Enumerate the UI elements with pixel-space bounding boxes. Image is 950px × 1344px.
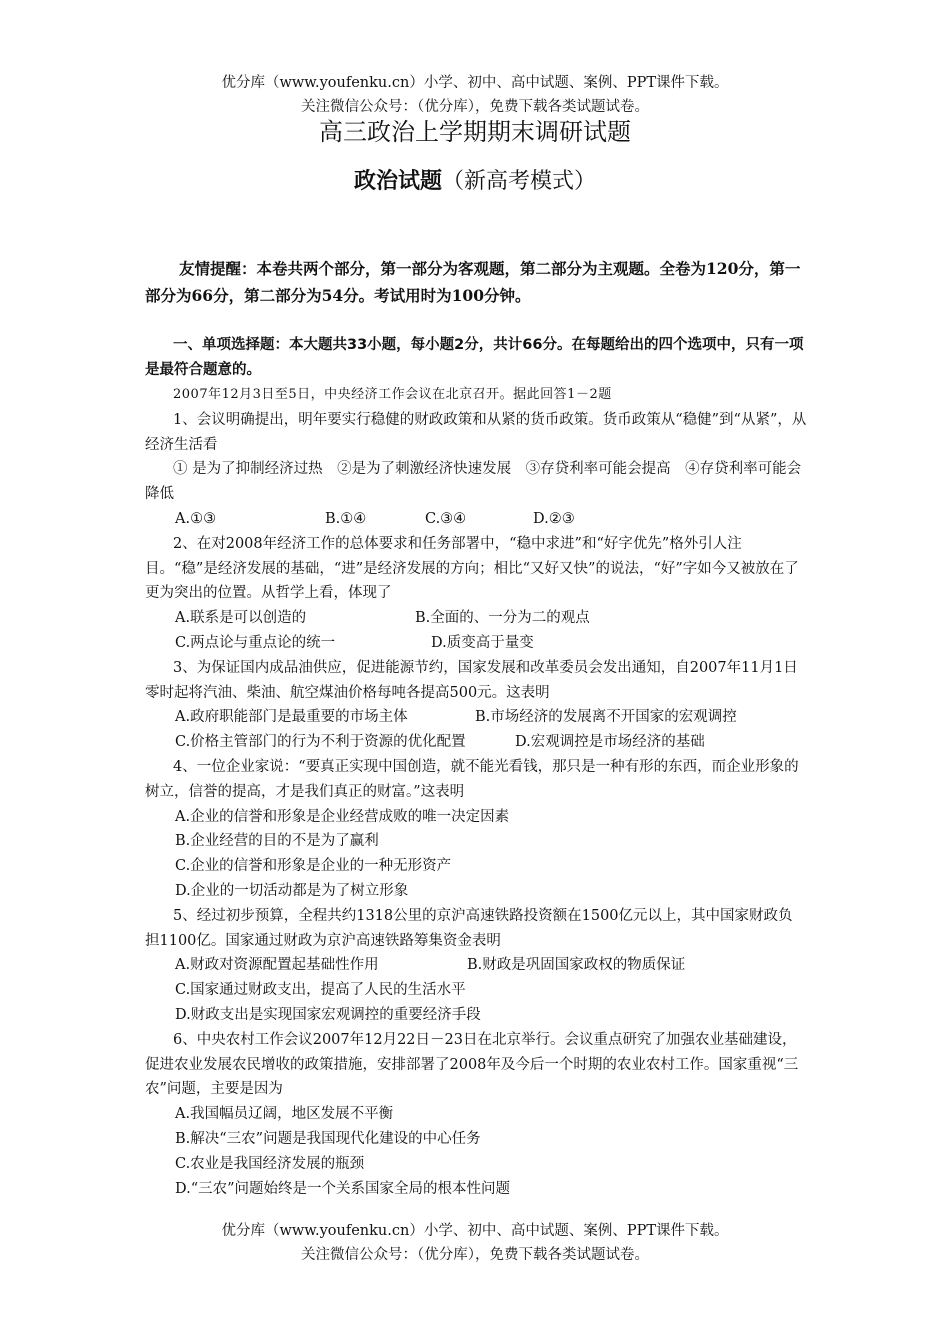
option: A.企业的信誉和形象是企业经营成败的唯一决定因素 xyxy=(175,808,510,825)
option: D.质变高于量变 xyxy=(431,634,534,651)
option: C.价格主管部门的行为不利于资源的优化配置 xyxy=(175,734,466,751)
option: A.政府职能部门是最重要的市场主体 xyxy=(175,709,408,726)
notice: 友情提醒：本卷共两个部分，第一部分为客观题，第二部分为主观题。全卷为120分，第一部分为66分，第二部分为54分。考试用时为100分钟。 xyxy=(145,259,801,305)
question-stem: 5、经过初步预算，全程共约1318公里的京沪高速铁路投资额在1500亿元以上，其中国家财政负担1100亿。国家通过财政为京沪高速铁路筹集资金表明 xyxy=(145,907,793,949)
footer-line-2: 关注微信公众号：（优分库），免费下载各类试题试卷。 xyxy=(301,1247,649,1263)
footer-line-1: 优分库（www.youfenku.cn）小学、初中、高中试题、案例、PPT课件下载。 xyxy=(221,1223,729,1239)
option-row xyxy=(145,606,807,631)
option: D.②③ xyxy=(533,510,575,527)
question-statements: ① 是为了抑制经济过热 ②是为了刺激经济快速发展 ③存贷利率可能会提高 ④存贷利率可能会降低 xyxy=(145,461,802,503)
option: D.宏观调控是市场经济的基础 xyxy=(515,734,705,751)
option: C.国家通过财政支出，提高了人民的生活水平 xyxy=(175,982,466,999)
question-stem: 3、为保证国内成品油供应，促进能源节约，国家发展和改革委员会发出通知，自2007年11月1日零时起将汽油、柴油、航空煤油价格每吨各提高500元。这表明 xyxy=(145,659,798,701)
option: A.联系是可以创造的 xyxy=(175,610,307,627)
question-stem: 6、中央农村工作会议2007年12月22日－23日在北京举行。会议重点研究了加强农业基础建设，促进农业发展农民增收的政策措施，安排部署了2008年及今后一个时期的农业农村工作。国家重视“三农”问题，主要是因为 xyxy=(145,1031,799,1098)
option: C.企业的信誉和形象是企业的一种无形资产 xyxy=(175,858,452,875)
option: A.财政对资源配置起基础性作用 xyxy=(175,957,379,974)
subtitle-rest: （新高考模式） xyxy=(442,169,597,194)
option: B.企业经营的目的不是为了赢利 xyxy=(175,833,379,850)
option: C.两点论与重点论的统一 xyxy=(175,634,336,651)
option-row xyxy=(145,705,807,730)
option: A.①③ xyxy=(175,510,217,527)
option-row xyxy=(145,730,807,755)
option: A.我国幅员辽阔，地区发展不平衡 xyxy=(175,1106,394,1123)
question-stem: 1、会议明确提出，明年要实行稳健的财政政策和从紧的货币政策。货币政策从“稳健”到“从紧”，从经济生活看 xyxy=(145,411,807,453)
option: D.财政支出是实现国家宏观调控的重要经济手段 xyxy=(175,1006,481,1023)
header-line-2: 关注微信公众号：（优分库），免费下载各类试题试卷。 xyxy=(301,99,649,115)
option: C.③④ xyxy=(425,510,467,527)
section-heading: 一、单项选择题：本大题共33小题，每小题2分，共计66分。在每题给出的四个选项中，只有一项是最符合题意的。 xyxy=(145,337,804,378)
option: B.①④ xyxy=(325,510,367,527)
option: B.财政是巩固国家政权的物质保证 xyxy=(467,957,686,974)
option: D.“三农”问题始终是一个关系国家全局的根本性问题 xyxy=(175,1180,511,1197)
option: B.解决“三农”问题是我国现代化建设的中心任务 xyxy=(175,1130,481,1147)
option: B.市场经济的发展离不开国家的宏观调控 xyxy=(475,709,737,726)
option: D.企业的一切活动都是为了树立形象 xyxy=(175,882,409,899)
option-row xyxy=(145,507,807,532)
page-title: 高三政治上学期期末调研试题 xyxy=(319,118,631,146)
page-subtitle xyxy=(0,166,950,198)
exam-body xyxy=(145,255,807,1201)
option: B.全面的、一分为二的观点 xyxy=(415,610,590,627)
question-stem: 4、一位企业家说：“要真正实现中国创造，就不能光看钱，那只是一种有形的东西，而企业形象的树立，信誉的提高，才是我们真正的财富。”这表明 xyxy=(145,758,799,800)
subtitle-bold: 政治试题 xyxy=(353,169,442,194)
option: C.农业是我国经济发展的瓶颈 xyxy=(175,1155,365,1172)
option-row xyxy=(145,631,807,656)
option-row xyxy=(145,953,807,978)
header-line-1: 优分库（www.youfenku.cn）小学、初中、高中试题、案例、PPT课件下载。 xyxy=(221,75,729,91)
question-intro: 2007年12月3日至5日，中央经济工作会议在北京召开。据此回答1－2题 xyxy=(173,387,612,402)
question-stem: 2、在对2008年经济工作的总体要求和任务部署中，“稳中求进”和“好字优先”格外引人注目。“稳”是经济发展的基础，“进”是经济发展的方向；相比“又好又快”的说法，“好”字如今又被放在了更为突出的位置。从哲学上看，体现了 xyxy=(145,535,799,602)
